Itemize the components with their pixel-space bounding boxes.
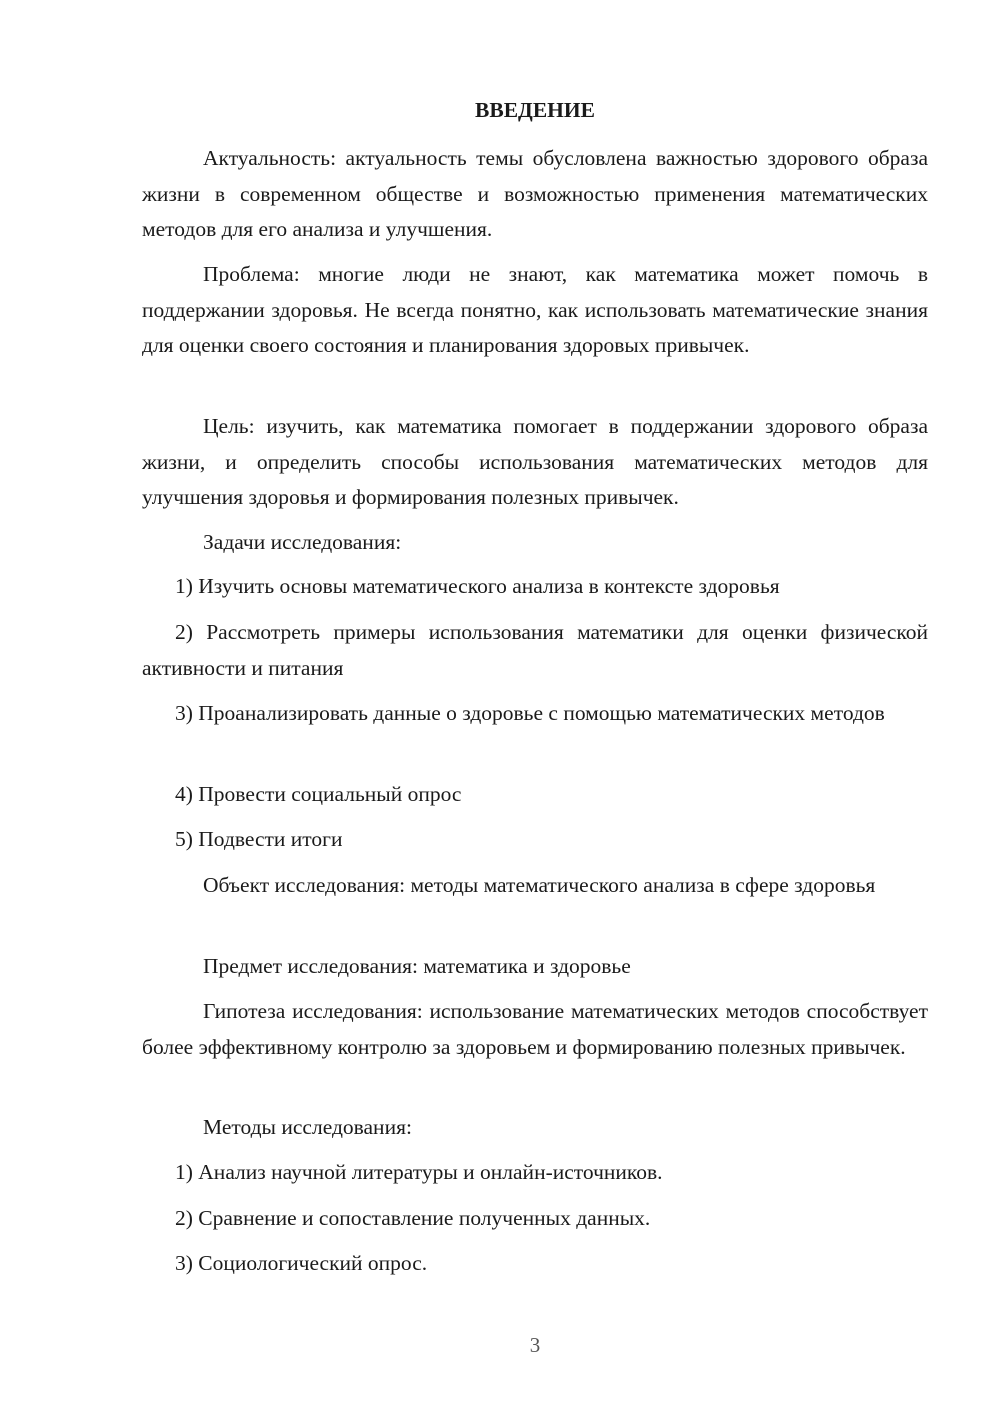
paragraph-problem: Проблема: многие люди не знают, как математика может помочь в поддержании здоровья. Не всегда понятно, как использовать математические знания для оценки своего состояния и планирования здоровых привычек. xyxy=(142,262,928,357)
paragraph-hypothesis: Гипотеза исследования: использование математических методов способствует более эффективному контролю за здоровьем и формированию полезных привычек. xyxy=(142,999,928,1059)
list-item-task-4: 4) Провести социальный опрос xyxy=(175,782,462,806)
paragraph-relevance: Актуальность: актуальность темы обусловлена важностью здорового образа жизни в современном обществе и возможностью применения математических методов для его анализа и улучшения. xyxy=(142,146,928,241)
section-heading: ВВЕДЕНИЕ xyxy=(475,98,595,122)
list-item-task-1: 1) Изучить основы математического анализа в контексте здоровья xyxy=(175,574,780,598)
list-item-method-2: 2) Сравнение и сопоставление полученных данных. xyxy=(175,1206,651,1230)
page-number: 3 xyxy=(529,1333,541,1357)
paragraph-methods-heading: Методы исследования: xyxy=(203,1115,412,1139)
list-item-task-3: 3) Проанализировать данные о здоровье с помощью математических методов xyxy=(175,701,885,725)
paragraph-tasks-heading: Задачи исследования: xyxy=(203,530,402,554)
list-item-method-3: 3) Социологический опрос. xyxy=(175,1251,428,1275)
paragraph-subject: Предмет исследования: математика и здоровье xyxy=(203,954,631,978)
paragraph-goal: Цель: изучить, как математика помогает в поддержании здорового образа жизни, и определить способы использования математических методов для улучшения здоровья и формирования полезных привычек. xyxy=(142,414,928,509)
list-item-task-5: 5) Подвести итоги xyxy=(175,827,343,851)
list-item-method-1: 1) Анализ научной литературы и онлайн-источников. xyxy=(175,1160,663,1184)
paragraph-object: Объект исследования: методы математического анализа в сфере здоровья xyxy=(203,873,876,897)
list-item-task-2: 2) Рассмотреть примеры использования математики для оценки физической активности и питания xyxy=(142,620,928,680)
